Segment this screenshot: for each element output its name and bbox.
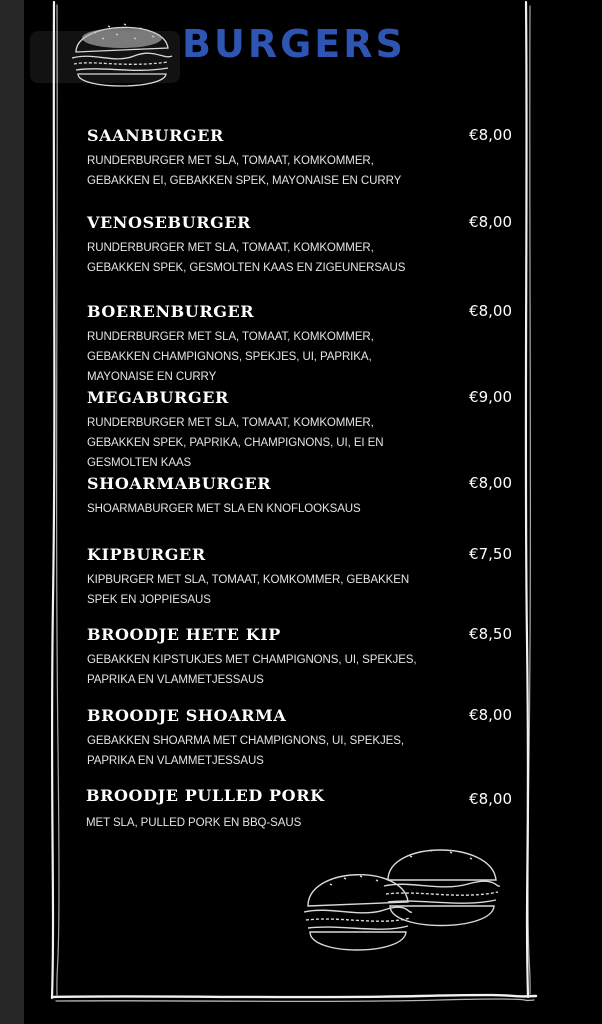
item-price: €8,50: [469, 625, 512, 643]
item-price: €8,00: [469, 474, 512, 492]
burger-sketch-icon: [64, 8, 176, 94]
item-name: SHOARMABURGER: [87, 474, 272, 493]
item-name: BROODJE SHOARMA: [87, 706, 287, 725]
item-description: GEBAKKEN SHOARMA MET CHAMPIGNONS, UI, SPEKJES, PAPRIKA EN VLAMMETJESSAUS: [87, 733, 404, 767]
item-name: KIPBURGER: [87, 545, 206, 564]
item-price: €9,00: [469, 388, 512, 406]
item-name: MEGABURGER: [87, 388, 229, 407]
menu-item[interactable]: [87, 625, 512, 689]
item-name: SAANBURGER: [87, 126, 224, 145]
item-price: €8,00: [469, 302, 512, 320]
page-title: BURGERS: [182, 22, 406, 66]
menu-item[interactable]: [87, 126, 512, 190]
left-edge-strip: [0, 0, 24, 1024]
item-name: VENOSEBURGER: [87, 213, 252, 232]
item-name: BROODJE HETE KIP: [87, 625, 281, 644]
item-description: RUNDERBURGER MET SLA, TOMAAT, KOMKOMMER, GEBAKKEN SPEK, GESMOLTEN KAAS EN ZIGEUNERSAUS: [87, 240, 406, 274]
menu-item[interactable]: [87, 706, 512, 770]
item-price: €8,00: [469, 790, 512, 808]
item-price: €8,00: [469, 706, 512, 724]
item-price: €8,00: [469, 126, 512, 144]
item-description: SHOARMABURGER MET SLA EN KNOFLOOKSAUS: [87, 501, 361, 515]
menu-item[interactable]: [87, 474, 512, 518]
menu-item[interactable]: [87, 213, 512, 277]
menu-item[interactable]: [86, 786, 512, 832]
item-description: RUNDERBURGER MET SLA, TOMAAT, KOMKOMMER, GEBAKKEN CHAMPIGNONS, SPEKJES, UI, PAPRIKA, MAYONAISE EN CURRY: [87, 329, 374, 383]
menu-item[interactable]: [87, 388, 512, 472]
menu-item[interactable]: [87, 302, 512, 386]
item-price: €8,00: [469, 213, 512, 231]
item-price: €7,50: [469, 545, 512, 563]
item-description: MET SLA, PULLED PORK EN BBQ-SAUS: [86, 815, 302, 829]
item-description: GEBAKKEN KIPSTUKJES MET CHAMPIGNONS, UI, SPEKJES, PAPRIKA EN VLAMMETJESSAUS: [87, 652, 417, 686]
item-name: BROODJE PULLED PORK: [86, 786, 325, 805]
item-description: RUNDERBURGER MET SLA, TOMAAT, KOMKOMMER, GEBAKKEN SPEK, PAPRIKA, CHAMPIGNONS, UI, EI EN GESMOLTEN KAAS: [87, 415, 384, 469]
menu-item[interactable]: [87, 545, 512, 609]
item-name: BOERENBURGER: [87, 302, 255, 321]
item-description: RUNDERBURGER MET SLA, TOMAAT, KOMKOMMER, GEBAKKEN EI, GEBAKKEN SPEK, MAYONAISE EN CURRY: [87, 153, 402, 187]
two-burgers-sketch-icon: [300, 840, 505, 960]
item-description: KIPBURGER MET SLA, TOMAAT, KOMKOMMER, GEBAKKEN SPEK EN JOPPIESAUS: [87, 572, 410, 606]
